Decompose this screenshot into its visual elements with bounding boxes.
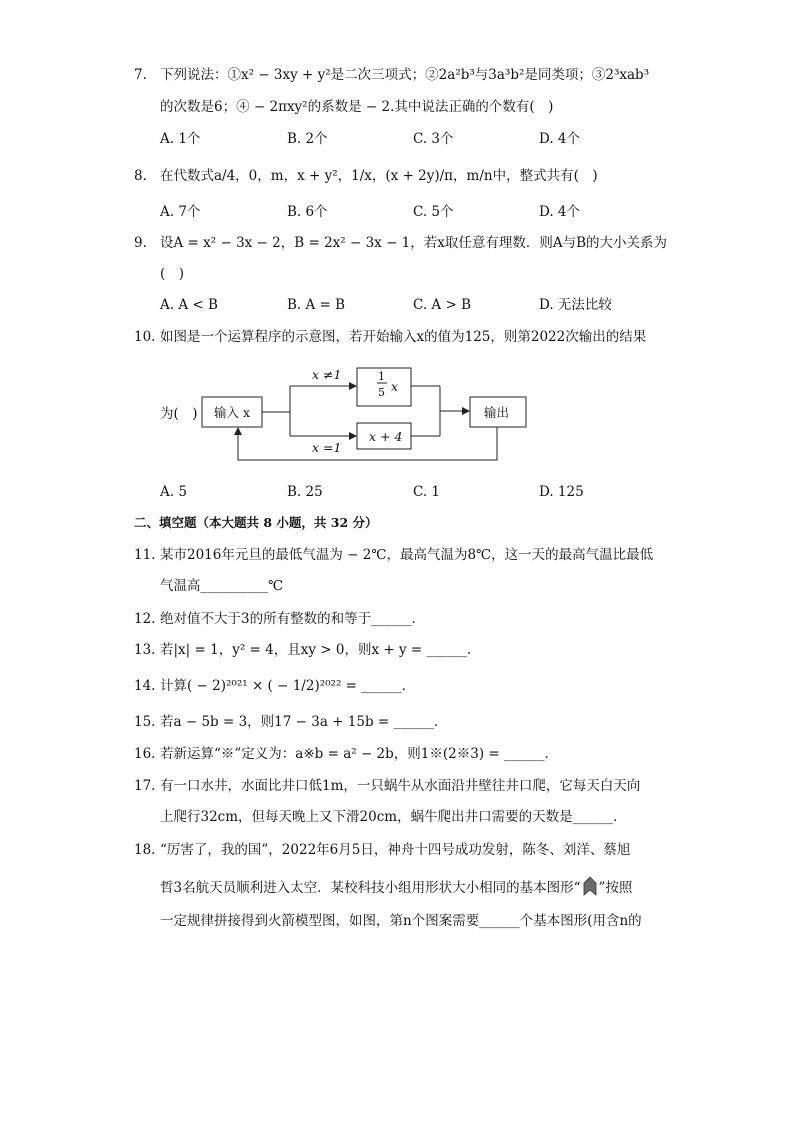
question-7-text-line-2: 的次数是6；④ − 2πxy²的系数是 − 2.其中说法正确的个数有( ) <box>160 99 554 115</box>
question-8-text-line-1: 在代数式a/4，0，m，x + y²，1/x，(x + 2y)/π，m/n中，整式共有( ) <box>160 168 598 184</box>
question-7-text-line-1: 下列说法：①x² − 3xy + y²是二次三项式；②2a²b³与3a³b²是同类项；③2³xab³ <box>160 67 650 83</box>
question-18-text-line-2-start: 哲3名航天员顺利进入太空．某校科技小组用形状大小相同的基本图形“ <box>160 880 581 896</box>
question-10-option-a: A. 5 <box>160 484 187 500</box>
question-10-option-d: D. 125 <box>539 484 584 500</box>
question-11-text-line-2: 气温高__________℃ <box>160 578 284 594</box>
question-9-text-line-1: 设A = x² − 3x − 2，B = 2x² − 3x − 1，若x取任意有理数．则A与B的大小关系为 <box>160 235 668 251</box>
question-7-number: 7. <box>134 67 147 83</box>
question-16-number: 16. <box>134 746 156 762</box>
question-7-option-a: A. 1个 <box>160 131 201 147</box>
flowchart-cond-bottom: x =1 <box>312 440 342 455</box>
question-8-option-d: D. 4个 <box>539 204 581 220</box>
arrow-to-top-box <box>349 382 357 390</box>
question-9-option-d: D. 无法比较 <box>539 297 612 313</box>
flowchart-fraction-den: 5 <box>378 386 385 399</box>
question-8-option-c: C. 5个 <box>413 204 454 220</box>
question-17-number: 17. <box>134 778 156 794</box>
question-16-text: 若新运算“※”定义为：a※b = a² − 2b，则1※(2※3) = ______． <box>160 746 558 762</box>
arrow-to-output <box>462 407 470 415</box>
question-14-text: 计算( − 2)²⁰²¹ × ( − 1/2)²⁰²² = ______． <box>160 678 416 694</box>
section-2-heading: 二、填空题（本大题共 8 小题，共 32 分） <box>134 515 378 530</box>
question-9-option-a: A. A < B <box>160 297 218 313</box>
question-18-text-line-2 <box>160 876 632 897</box>
question-10-number: 10. <box>134 329 156 345</box>
question-10-option-c: C. 1 <box>413 484 441 500</box>
question-9-number: 9. <box>134 235 147 251</box>
rocket-piece-icon <box>583 876 597 896</box>
question-8-number: 8. <box>134 168 147 184</box>
question-9-option-c: C. A > B <box>413 297 471 313</box>
question-11-number: 11. <box>134 547 156 563</box>
question-10-text-line-1: 如图是一个运算程序的示意图，若开始输入x的值为125，则第2022次输出的结果 <box>160 329 647 345</box>
flowchart-output-label: 输出 <box>484 405 510 420</box>
question-17-text-line-1: 有一口水井，水面比井口低1m，一只蜗牛从水面沿井壁往井口爬，它每天白天向 <box>160 778 641 794</box>
question-15-text: 若a − 5b = 3，则17 − 3a + 15b = ______． <box>160 714 448 730</box>
question-17-text-line-2: 上爬行32cm，但每天晚上又下滑20cm，蜗牛爬出井口需要的天数是______． <box>160 809 627 825</box>
question-18-number: 18. <box>134 842 156 858</box>
question-10-option-b: B. 25 <box>287 484 323 500</box>
question-8-option-a: A. 7个 <box>160 204 201 220</box>
arrow-to-bottom-box <box>349 432 357 440</box>
flowchart-bottom-label: x + 4 <box>369 429 403 444</box>
question-13-number: 13. <box>134 642 156 658</box>
question-18-text-line-2-end: ”按照 <box>598 880 633 896</box>
question-11-text-line-1: 某市2016年元旦的最低气温为 − 2℃，最高气温为8℃，这一天的最高气温比最低 <box>160 547 654 563</box>
flowchart-input-label: 输入 x <box>214 405 251 420</box>
question-13-text: 若|x| = 1，y² = 4，且xy > 0，则x + y = ______． <box>160 642 481 658</box>
question-14-number: 14. <box>134 678 156 694</box>
question-7-option-b: B. 2个 <box>287 131 328 147</box>
flowchart-fraction-num: 1 <box>378 370 385 383</box>
question-7-option-c: C. 3个 <box>413 131 454 147</box>
question-15-number: 15. <box>134 714 156 730</box>
question-9-option-b: B. A = B <box>287 297 346 313</box>
question-12-number: 12. <box>134 611 156 627</box>
question-7-option-d: D. 4个 <box>539 131 581 147</box>
flowchart-fraction-var: x <box>391 379 399 394</box>
question-8-option-b: B. 6个 <box>287 204 328 220</box>
question-18-text-line-3: 一定规律拼接得到火箭模型图，如图，第n个图案需要______个基本图形(用含n的 <box>160 913 642 929</box>
arrow-to-input <box>234 427 242 435</box>
question-18-text-line-1: “厉害了，我的国”，2022年6月5日，神舟十四号成功发射，陈冬、刘洋、蔡旭 <box>160 842 631 858</box>
flowchart-cond-top: x ≠1 <box>312 367 342 382</box>
question-9-text-line-2: ( ) <box>160 266 185 282</box>
question-12-text: 绝对值不大于3的所有整数的和等于______． <box>160 611 426 627</box>
question-10-prefix: 为( ) <box>160 406 198 422</box>
